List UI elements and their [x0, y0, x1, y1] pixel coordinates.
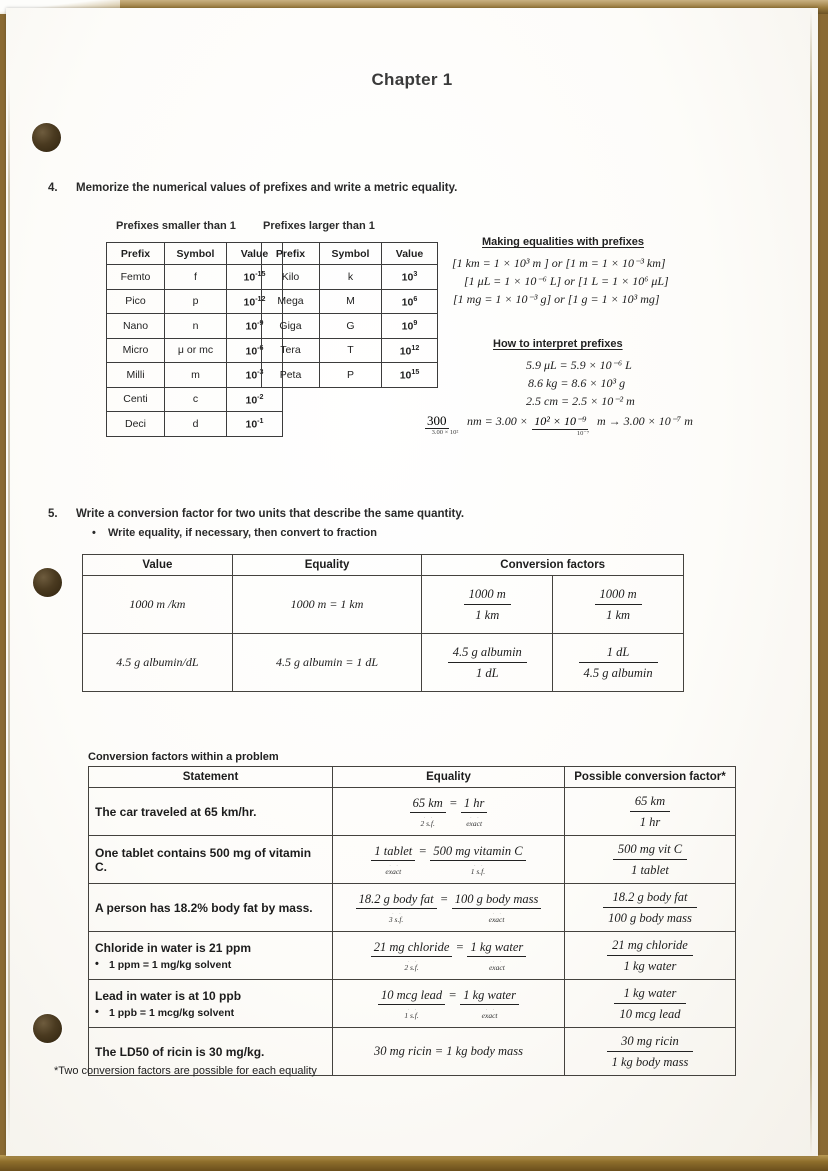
prefix-row-small — [107, 265, 283, 290]
table-row — [83, 576, 684, 634]
brace-icon: ⏝ — [493, 908, 500, 914]
statement-sub-note: • 1 ppm = 1 mg/kg solvent — [95, 959, 326, 971]
conversion-fraction — [630, 793, 670, 831]
cell-equality — [333, 1028, 565, 1076]
brace-icon: ⏝ — [424, 812, 432, 818]
prefix-name: Mega — [262, 289, 320, 314]
statement-text: One tablet contains 500 mg of vitamin C. — [95, 845, 312, 874]
conversion-fraction — [603, 889, 697, 927]
making-equalities-line-3: [1 mg = 1 × 10⁻³ g] or [1 g = 1 × 10³ mg] — [453, 292, 660, 306]
worked-example-unit: nm = 3.00 × — [466, 414, 528, 428]
equality-left-sigfigs: 2 s.f. — [420, 818, 435, 828]
equality-left-term — [378, 988, 445, 1020]
fraction-numerator: 1 dL — [579, 644, 658, 663]
conversion-fraction — [607, 1033, 694, 1071]
cell-equality: 1000 m = 1 km — [232, 576, 422, 634]
prefix-symbol: M — [320, 289, 382, 314]
conversion-fraction — [613, 841, 687, 879]
cell-conversion-factor-1 — [422, 576, 553, 634]
table-prefixes-larger-than-one — [261, 242, 438, 388]
equality-left-value: 1 tablet — [371, 844, 415, 861]
prefix-name: Peta — [262, 363, 320, 388]
prefix-row-small — [107, 412, 283, 437]
fraction-denominator: 1 hr — [639, 814, 661, 829]
cell-possible-conversion-factor — [565, 980, 736, 1028]
interpret-line-1: 5.9 μL = 5.9 × 10⁻⁶ L — [526, 358, 632, 372]
fraction-numerator: 1000 m — [464, 586, 511, 605]
prefix-value: $10^{-2}$ — [227, 387, 283, 412]
prefix-value: $10^{-12}$ — [227, 289, 283, 314]
brace-icon: ⏝ — [470, 812, 478, 818]
cell-conversion-factor-2 — [553, 576, 684, 634]
table-value-equality-conversion — [82, 554, 684, 692]
equality-with-sigfigs — [356, 892, 542, 924]
brace-icon: ⏝ — [392, 908, 400, 914]
scanned-page — [6, 8, 818, 1156]
binder-hole-top — [32, 123, 61, 152]
item-5-bullet-text: Write equality, if necessary, then convert to fraction — [108, 527, 377, 539]
equality-left-term — [371, 940, 453, 972]
prefix-symbol: k — [320, 265, 382, 290]
equality-left-sigfigs: 3 s.f. — [388, 914, 404, 924]
equality-right-term — [430, 844, 525, 876]
equality-with-sigfigs — [410, 796, 488, 828]
prefix-value: $10^{15}$ — [382, 363, 438, 388]
table-conversion-factors-within-problem — [88, 766, 736, 1076]
column-header: Symbol — [320, 243, 382, 265]
fraction-numerator: 4.5 g albumin — [448, 644, 527, 663]
prefix-value: $10^{-1}$ — [227, 412, 283, 437]
fraction-numerator: 1000 m — [595, 586, 642, 605]
statement-text: Lead in water is at 10 ppb — [95, 988, 242, 1003]
cell-equality — [333, 884, 565, 932]
fraction-numerator: 1 kg water — [614, 985, 685, 1004]
cell-statement — [89, 980, 333, 1028]
brace-icon: ⏝ — [408, 1004, 415, 1010]
fraction-denominator: 1 km — [606, 607, 631, 622]
prefix-symbol: m — [165, 363, 227, 388]
equality-right-term — [460, 988, 519, 1020]
cell-statement — [89, 788, 333, 836]
cell-value: 1000 m /km — [83, 576, 233, 634]
column-header: Prefix — [107, 243, 165, 265]
statement-text: The car traveled at 65 km/hr. — [95, 804, 257, 819]
prefix-row-large — [262, 314, 438, 339]
equality-right-sigfigs: exact — [466, 818, 483, 828]
prefix-symbol: T — [320, 338, 382, 363]
equality-right-value: 100 g body mass — [452, 892, 542, 909]
table-header-row — [89, 767, 736, 788]
prefix-name: Milli — [107, 363, 165, 388]
cell-value: 4.5 g albumin/dL — [83, 634, 233, 692]
footnote: *Two conversion factors are possible for each equality — [54, 1065, 317, 1077]
prefix-name: Micro — [107, 338, 165, 363]
table-prefixes-smaller-than-one — [106, 242, 283, 437]
table-row — [89, 932, 736, 980]
prefix-value: $10^{-15}$ — [227, 265, 283, 290]
equals-sign: = — [456, 939, 464, 954]
equality-left-value: 65 km — [410, 796, 446, 813]
bullet-dot-icon: • — [92, 527, 96, 539]
prefix-value: $10^{-6}$ — [227, 338, 283, 363]
fraction-numerator: 30 mg ricin — [607, 1033, 694, 1052]
column-header: Prefix — [262, 243, 320, 265]
item-5-bullet — [92, 527, 377, 539]
table-header-row — [262, 243, 438, 265]
caption-prefixes-larger: Prefixes larger than 1 — [263, 220, 375, 232]
worked-example-value-annotation: 3.00 × 10² — [431, 429, 459, 436]
equality-right-term — [452, 892, 542, 924]
equality-left-term — [410, 796, 446, 828]
item-5-number: 5. — [48, 508, 58, 520]
prefix-symbol: μ or mc — [165, 338, 227, 363]
interpret-line-3: 2.5 cm = 2.5 × 10⁻² m — [526, 394, 635, 408]
equality-left-value: 18.2 g body fat — [356, 892, 437, 909]
table-row — [83, 634, 684, 692]
conversion-fraction — [595, 586, 642, 624]
fraction-denominator: 1 km — [475, 607, 500, 622]
fraction-denominator: 10 mcg lead — [619, 1006, 681, 1021]
conversion-fraction — [579, 644, 658, 682]
conversion-fraction — [614, 985, 685, 1023]
column-header-statement: Statement — [89, 767, 333, 788]
equality-with-sigfigs — [371, 844, 525, 876]
prefix-row-large — [262, 363, 438, 388]
statement-sub-note: • 1 ppb = 1 mcg/kg solvent — [95, 1007, 326, 1019]
prefix-symbol: n — [165, 314, 227, 339]
column-header-equality: Equality — [232, 555, 422, 576]
equality-right-value: 1 kg water — [467, 940, 526, 957]
table-row — [89, 836, 736, 884]
equality-right-sigfigs: exact — [488, 962, 505, 972]
column-header-possible-conversion-factor: Possible conversion factor* — [565, 767, 736, 788]
column-header: Symbol — [165, 243, 227, 265]
prefix-symbol: c — [165, 387, 227, 412]
equality-left-sigfigs: 2 s.f. — [404, 962, 419, 972]
prefix-name: Kilo — [262, 265, 320, 290]
cell-possible-conversion-factor — [565, 884, 736, 932]
brace-icon: ⏝ — [389, 860, 397, 866]
prefix-name: Centi — [107, 387, 165, 412]
table-row — [89, 788, 736, 836]
equality-right-value: 500 mg vitamin C — [430, 844, 525, 861]
cell-statement — [89, 836, 333, 884]
fraction-denominator: 1 dL — [475, 665, 499, 680]
prefix-name: Deci — [107, 412, 165, 437]
equality-plain: 30 mg ricin = 1 kg body mass — [373, 1044, 524, 1058]
equals-sign: = — [440, 891, 448, 906]
prefix-name: Tera — [262, 338, 320, 363]
equality-left-term — [371, 844, 415, 876]
making-equalities-line-1: [1 km = 1 × 10³ m ] or [1 m = 1 × 10⁻³ km] — [452, 256, 666, 270]
statement-text: A person has 18.2% body fat by mass. — [95, 900, 313, 915]
column-header-value: Value — [83, 555, 233, 576]
fraction-numerator: 65 km — [630, 793, 670, 812]
making-equalities-heading: Making equalities with prefixes — [482, 236, 644, 248]
page-title: Chapter 1 — [371, 70, 453, 89]
binder-hole-middle — [33, 568, 62, 597]
equality-right-value: 1 kg water — [460, 988, 519, 1005]
binder-hole-bottom — [33, 1014, 62, 1043]
prefix-symbol: f — [165, 265, 227, 290]
worked-example-tail: m → 3.00 × 10⁻⁷ m — [596, 414, 693, 428]
fraction-numerator: 18.2 g body fat — [603, 889, 697, 908]
conversion-fraction — [607, 937, 693, 975]
fraction-denominator: 4.5 g albumin — [583, 665, 653, 680]
cell-statement — [89, 884, 333, 932]
prefix-name: Femto — [107, 265, 165, 290]
fraction-denominator: 1 tablet — [631, 862, 669, 877]
prefix-value: $10^6$ — [382, 289, 438, 314]
cell-equality — [333, 932, 565, 980]
prefix-name: Nano — [107, 314, 165, 339]
worked-example-braced: 10² × 10⁻⁹ — [534, 414, 587, 428]
cell-statement — [89, 932, 333, 980]
cell-possible-conversion-factor — [565, 788, 736, 836]
statement-text: Chloride in water is 21 ppm — [95, 940, 252, 955]
equality-right-term — [467, 940, 526, 972]
column-header: Value — [382, 243, 438, 265]
brace-icon: ⏝ — [493, 956, 501, 962]
column-header-conversion-factors: Conversion factors — [422, 555, 684, 576]
equality-left-value: 10 mcg lead — [378, 988, 445, 1005]
prefix-symbol: p — [165, 289, 227, 314]
fraction-numerator: 21 mg chloride — [607, 937, 693, 956]
brace-icon: ⏝ — [486, 1004, 493, 1010]
cell-equality — [333, 836, 565, 884]
caption-prefixes-smaller: Prefixes smaller than 1 — [116, 220, 236, 232]
prefix-row-small — [107, 387, 283, 412]
brace-icon: ⏝ — [408, 956, 415, 962]
cell-equality — [333, 788, 565, 836]
prefix-row-small — [107, 363, 283, 388]
equality-left-sigfigs: 1 s.f. — [404, 1010, 419, 1020]
equals-sign: = — [449, 795, 457, 810]
prefix-name: Giga — [262, 314, 320, 339]
prefix-symbol: P — [320, 363, 382, 388]
prefix-name: Pico — [107, 289, 165, 314]
column-header-equality: Equality — [333, 767, 565, 788]
page-right-edge-line — [810, 10, 812, 1156]
prefix-value: $10^3$ — [382, 265, 438, 290]
equality-right-sigfigs: exact — [488, 914, 505, 924]
cell-possible-conversion-factor — [565, 932, 736, 980]
equality-with-sigfigs — [378, 988, 519, 1020]
item-4-text: Memorize the numerical values of prefixes and write a metric equality. — [76, 182, 458, 194]
fraction-denominator: 100 g body mass — [608, 910, 692, 925]
fraction-denominator: 1 kg body mass — [611, 1054, 689, 1069]
prefix-value: $10^{-3}$ — [227, 363, 283, 388]
cell-conversion-factor-1 — [422, 634, 553, 692]
equality-right-sigfigs: exact — [481, 1010, 498, 1020]
table-row — [89, 980, 736, 1028]
desk-bottom-edge — [0, 1155, 828, 1171]
equals-sign: = — [419, 843, 427, 858]
item-5-text: Write a conversion factor for two units that describe the same quantity. — [76, 508, 465, 520]
fraction-denominator: 1 kg water — [623, 958, 677, 973]
interpret-line-2: 8.6 kg = 8.6 × 10³ g — [528, 376, 626, 390]
prefix-row-small — [107, 289, 283, 314]
worked-example — [425, 412, 693, 430]
brace-icon: ⏝ — [474, 860, 482, 866]
equality-right-sigfigs: 1 s.f. — [470, 866, 486, 876]
cell-possible-conversion-factor — [565, 836, 736, 884]
prefix-value: $10^{-9}$ — [227, 314, 283, 339]
equality-left-value: 21 mg chloride — [371, 940, 453, 957]
table-header-row — [107, 243, 283, 265]
prefix-row-large — [262, 265, 438, 290]
table-row — [89, 884, 736, 932]
prefix-row-large — [262, 338, 438, 363]
statement-text: The LD50 of ricin is 30 mg/kg. — [95, 1044, 265, 1059]
equality-left-term — [356, 892, 437, 924]
cell-equality: 4.5 g albumin = 1 dL — [232, 634, 422, 692]
equality-right-term — [461, 796, 488, 828]
item-4-number: 4. — [48, 182, 58, 194]
worked-example-brace-annotation: 10⁻⁷ — [576, 430, 590, 437]
equality-right-value: 1 hr — [461, 796, 488, 813]
interpret-prefixes-heading: How to interpret prefixes — [493, 338, 623, 350]
fraction-numerator: 500 mg vit C — [613, 841, 687, 860]
equality-with-sigfigs — [371, 940, 527, 972]
conversion-fraction — [464, 586, 511, 624]
caption-conversion-within-problem: Conversion factors within a problem — [88, 751, 279, 763]
prefix-row-large — [262, 289, 438, 314]
page-left-edge-line — [8, 82, 10, 1142]
equality-left-sigfigs: exact — [385, 866, 402, 876]
conversion-fraction — [448, 644, 527, 682]
cell-conversion-factor-2 — [553, 634, 684, 692]
prefix-value: $10^{12}$ — [382, 338, 438, 363]
prefix-row-small — [107, 338, 283, 363]
cell-equality — [333, 980, 565, 1028]
equals-sign: = — [449, 987, 457, 1002]
worked-example-value: 300 — [427, 413, 447, 428]
table-header-row — [83, 555, 684, 576]
cell-possible-conversion-factor — [565, 1028, 736, 1076]
prefix-symbol: d — [165, 412, 227, 437]
prefix-symbol: G — [320, 314, 382, 339]
column-header: Value — [227, 243, 283, 265]
making-equalities-line-2: [1 μL = 1 × 10⁻⁶ L] or [1 L = 1 × 10⁶ μL] — [464, 274, 669, 288]
prefix-value: $10^9$ — [382, 314, 438, 339]
prefix-row-small — [107, 314, 283, 339]
